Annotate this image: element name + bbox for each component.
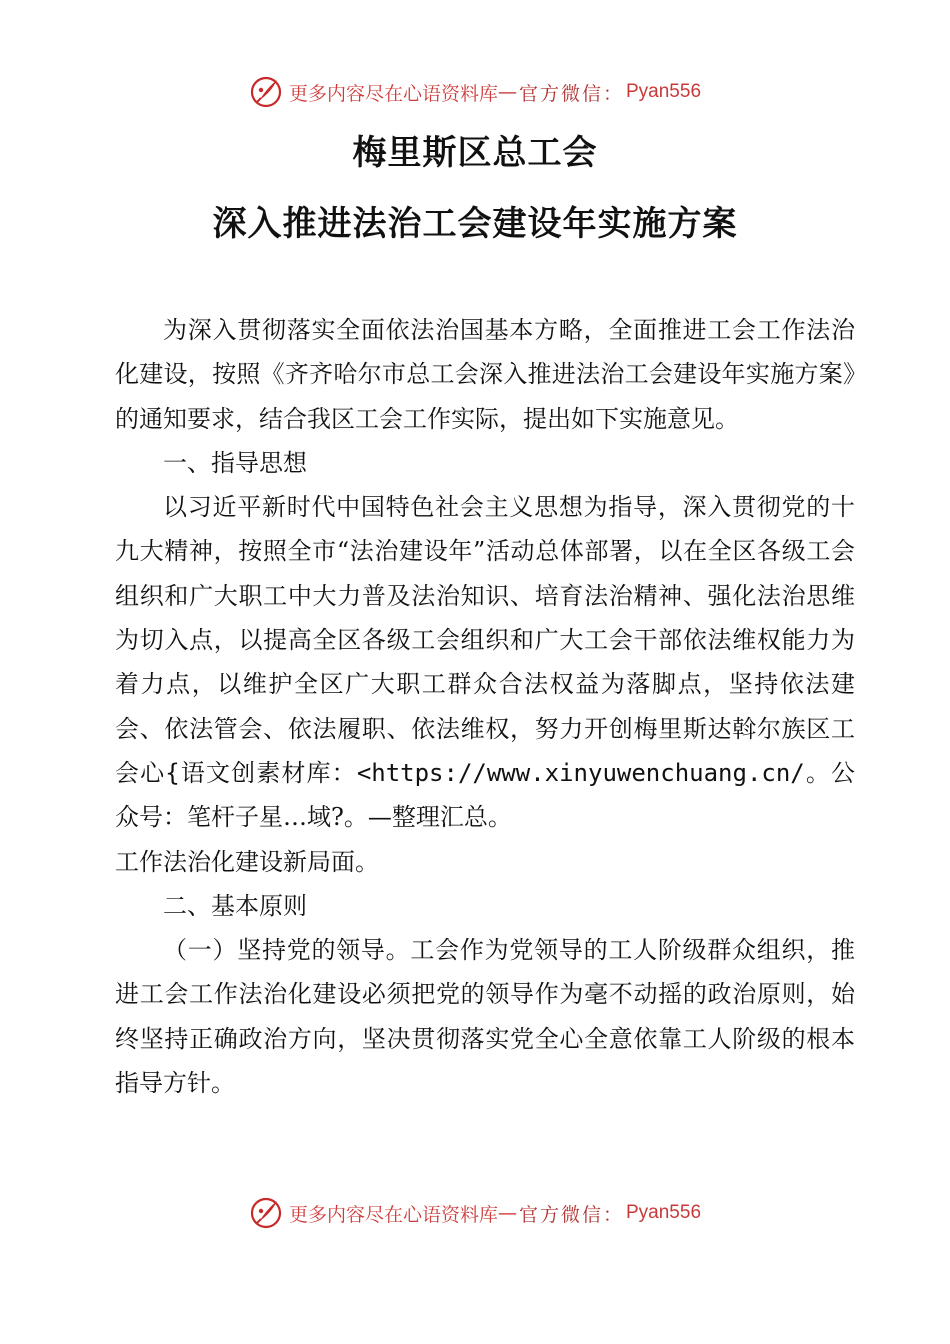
- section1-text-c: 公众号：笔杆子星…域?。—整理汇总。: [115, 758, 856, 832]
- quill-logo-icon: [249, 75, 283, 109]
- banner-separator: —: [497, 81, 517, 103]
- document-body: [115, 308, 855, 1105]
- document-title-line1: 梅里斯区总工会: [352, 133, 598, 173]
- banner-wechat-id: Pyan556: [626, 81, 702, 102]
- section1-heading: 一、指导思想: [163, 448, 307, 477]
- section2-item1-paragraph: （一）坚持党的领导。工会作为党领导的工人阶级群众组织，推进工会工作法治化建设必须把党的领导作为毫不动摇的政治原则，始终坚持正确政治方向，坚决贯彻落实党全心全意依靠工人阶级的根本指导方针。: [115, 936, 855, 1098]
- intro-paragraph: 为深入贯彻落实全面依法治国基本方略，全面推进工会工作法治化建设，按照《齐齐哈尔市总工会深入推进法治工会建设年实施方案》的通知要求，结合我区工会工作实际，提出如下实施意见。: [115, 316, 855, 433]
- section1-text-d: 工作法治化建设新局面。: [115, 847, 379, 876]
- document-title-line2: 深入推进法治工会建设年实施方案: [212, 204, 738, 244]
- section1-text-b: {语文创素材库：<https://www.xinyuwenchuang.cn/。: [165, 758, 832, 787]
- footer-banner: [0, 1193, 950, 1233]
- footer-wechat-label: 官方微信：: [518, 1203, 624, 1226]
- banner-brand-text: 更多内容尽在心语资料库: [288, 82, 498, 105]
- section1-text-a: 以习近平新时代中国特色社会主义思想为指导，深入贯彻党的十九大精神，按照全市“法治建设年”活动总体部署，以在全区各级工会组织和广大职工中大力普及法治知识、培育法治精神、强化法治思维为切入点，以提高全区各级工会组织和广大工会干部依法维权能力为着力点，以维护全区广大职工群众合法权益为落脚点，坚持依法建会、依法管会、依法履职、依法维权，努力开创梅里斯达斡尔族区工会心: [115, 493, 855, 787]
- header-banner: [0, 72, 950, 112]
- footer-separator: —: [497, 1202, 517, 1224]
- footer-wechat-id: Pyan556: [626, 1202, 702, 1223]
- section1-paragraph: [115, 485, 855, 884]
- banner-wechat-label: 官方微信：: [518, 82, 624, 105]
- quill-logo-icon: [249, 1196, 283, 1230]
- section2-heading: 二、基本原则: [163, 891, 307, 920]
- footer-brand-text: 更多内容尽在心语资料库: [288, 1203, 498, 1226]
